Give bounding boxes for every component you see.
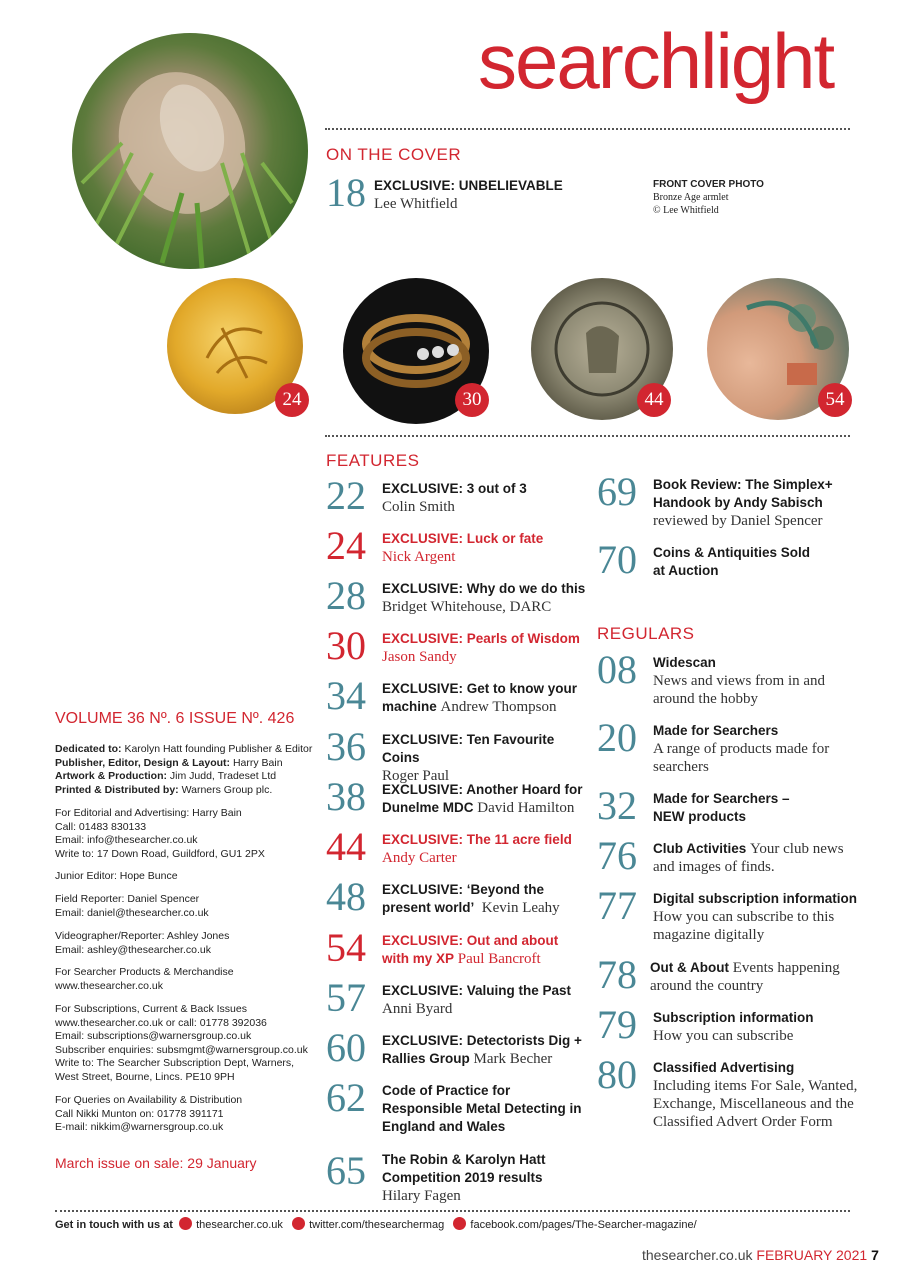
feature-author: Paul Bancroft (457, 951, 541, 967)
credit-value: Karolyn Hatt founding Publisher & Editor (124, 743, 313, 755)
regular-title: Made for Searchers (653, 723, 779, 738)
feature-page: 30 (326, 623, 366, 668)
feature-author: Hilary Fagen (382, 1188, 461, 1204)
thumb-badge-24: 24 (275, 383, 309, 417)
volume-issue: VOLUME 36 Nº. 6 ISSUE Nº. 426 (55, 710, 295, 727)
credits-junior-editor (55, 870, 315, 884)
on-the-cover-heading: ON THE COVER (326, 145, 462, 164)
logo-part-search: search (478, 17, 701, 105)
feature-page: 54 (326, 925, 366, 970)
feature-author: Roger Paul (382, 768, 450, 784)
thumb-badge-44: 44 (637, 383, 671, 417)
thumb-badge-54: 54 (818, 383, 852, 417)
feature-page: 34 (326, 673, 366, 718)
regular-desc: How you can subscribe (653, 1028, 794, 1044)
feature-page: 62 (326, 1075, 366, 1120)
regular-title: Out & About (650, 960, 729, 975)
feature-page: 70 (597, 537, 637, 582)
regular-page: 77 (597, 883, 637, 928)
feature-title: EXCLUSIVE: Ten Favourite Coins (382, 732, 555, 765)
credit-line: West Street, Bourne, Lincs. PE10 9PH (55, 1070, 235, 1083)
feature-title: EXCLUSIVE: Pearls of Wisdom (382, 631, 580, 646)
credits-staff (55, 743, 315, 797)
website-link[interactable]: thesearcher.co.uk (196, 1219, 283, 1231)
feature-author: Colin Smith (382, 499, 455, 515)
credits-merchandise (55, 966, 315, 993)
logo-part-light: light (700, 17, 834, 105)
front-cover-photo-label: FRONT COVER PHOTO (653, 179, 764, 190)
regular-page: 79 (597, 1002, 637, 1047)
regular-desc: Events happening around the country (650, 960, 840, 994)
feature-author: Andy Carter (382, 850, 457, 866)
feature-title: EXCLUSIVE: Out and about with my XP (382, 933, 559, 966)
feature-page: 44 (326, 824, 366, 869)
feature-title: Coins & Antiquities Sold at Auction (653, 545, 810, 578)
front-cover-photo-desc: Bronze Age armlet (653, 192, 729, 203)
credit-line: Write to: 17 Down Road, Guildford, GU1 2PX (55, 847, 265, 860)
magazine-logo (478, 17, 834, 105)
feature-title: EXCLUSIVE: 3 out of 3 (382, 481, 527, 496)
feature-page: 38 (326, 774, 366, 819)
cover-story-title: EXCLUSIVE: UNBELIEVABLE (374, 178, 563, 193)
thumb-badge-30: 30 (455, 383, 489, 417)
credit-line: Email: info@thesearcher.co.uk (55, 834, 198, 846)
feature-author: reviewed by Daniel Spencer (653, 513, 823, 529)
feature-title: Book Review: The Simplex+ Handook by Andy Sabisch (653, 477, 833, 510)
credits-subscriptions (55, 1003, 315, 1084)
credit-line: For Subscriptions, Current & Back Issues (55, 1003, 247, 1015)
regular-page: 20 (597, 715, 637, 760)
feature-author: Andrew Thompson (440, 699, 557, 715)
cover-photo-armlet (72, 33, 308, 269)
feature-author: Nick Argent (382, 549, 456, 565)
credits-distribution (55, 1094, 315, 1135)
credit-line: E-mail: nikkim@warnersgroup.co.uk (55, 1121, 224, 1133)
feature-page: 24 (326, 523, 366, 568)
credit-line: Junior Editor: Hope Bunce (55, 870, 178, 882)
feature-page: 57 (326, 975, 366, 1020)
credit-line: Email: daniel@thesearcher.co.uk (55, 906, 209, 919)
regular-title: Widescan (653, 655, 716, 670)
feature-page: 22 (326, 473, 366, 518)
feature-title: EXCLUSIVE: Detectorists Dig + Rallies Group (382, 1033, 582, 1066)
credit-line: www.thesearcher.co.uk or call: 01778 392036 (55, 1016, 267, 1029)
facebook-icon (453, 1217, 466, 1230)
divider-top (325, 128, 850, 130)
facebook-link[interactable]: facebook.com/pages/The-Searcher-magazine/ (470, 1219, 697, 1231)
divider-middle (325, 435, 850, 437)
credits-editorial (55, 807, 315, 861)
regular-page: 08 (597, 647, 637, 692)
page-footer (642, 1247, 879, 1263)
credits-videographer (55, 930, 315, 957)
footer-date: FEBRUARY 2021 (756, 1247, 868, 1263)
credit-line: Subscriber enquiries: subsmgmt@warnersgroup.co.uk (55, 1043, 308, 1056)
credit-line: For Queries on Availability & Distribution (55, 1094, 243, 1106)
regular-title: Made for Searchers – NEW products (653, 791, 790, 824)
regular-page: 78 (597, 952, 637, 997)
credit-line: Videographer/Reporter: Ashley Jones (55, 930, 230, 942)
feature-author: David Hamilton (477, 800, 575, 816)
regular-title: Digital subscription information (653, 891, 858, 906)
regular-desc: Including items For Sale, Wanted, Exchange, Miscellaneous and the Classified Advert Order Form (653, 1078, 858, 1130)
credit-label: Artwork & Production: (55, 770, 167, 782)
feature-title: EXCLUSIVE: The 11 acre field (382, 832, 572, 847)
credit-label: Dedicated to: (55, 743, 122, 755)
regular-page: 76 (597, 833, 637, 878)
feature-page: 48 (326, 874, 366, 919)
feature-title: Code of Practice for Responsible Metal Detecting in England and Wales (382, 1083, 582, 1134)
credit-line: Call: 01483 830133 (55, 820, 147, 833)
regular-title: Classified Advertising (653, 1060, 795, 1075)
feature-author: Anni Byard (382, 1001, 453, 1017)
front-cover-photo-credit: © Lee Whitfield (653, 205, 719, 216)
regular-desc: Your club news and images of finds. (653, 841, 844, 875)
feature-title: EXCLUSIVE: ‘Beyond the present world’ (382, 882, 545, 915)
divider-footer (55, 1210, 850, 1212)
feature-page: 65 (326, 1148, 366, 1193)
feature-author: Jason Sandy (382, 649, 457, 665)
feature-title: EXCLUSIVE: Get to know your machine (382, 681, 578, 714)
credit-line: Email: subscriptions@warnersgroup.co.uk (55, 1030, 252, 1042)
regular-desc: A range of products made for searchers (653, 741, 830, 775)
regulars-heading: REGULARS (597, 624, 695, 643)
feature-title: EXCLUSIVE: Luck or fate (382, 531, 544, 546)
feature-page: 28 (326, 573, 366, 618)
feature-title: The Robin & Karolyn Hatt Competition 2019 results (382, 1152, 546, 1185)
regular-title: Club Activities (653, 841, 747, 856)
feature-author: Bridget Whitehouse, DARC (382, 599, 552, 615)
regular-title: Subscription information (653, 1010, 814, 1025)
regular-desc: How you can subscribe to this magazine digitally (653, 909, 835, 943)
credit-value: Harry Bain (232, 756, 283, 769)
credit-line: Email: ashley@thesearcher.co.uk (55, 943, 211, 956)
features-heading: FEATURES (326, 451, 420, 470)
feature-author: Kevin Leahy (481, 900, 560, 916)
credit-line: Call Nikki Munton on: 01778 391171 (55, 1107, 224, 1120)
feature-page: 69 (597, 469, 637, 514)
credit-line: www.thesearcher.co.uk (55, 979, 163, 992)
cover-story-author: Lee Whitfield (374, 196, 458, 212)
regular-page: 80 (597, 1052, 637, 1097)
credits-field-reporter (55, 893, 315, 920)
twitter-icon (292, 1217, 305, 1230)
contact-label: Get in touch with us at (55, 1219, 173, 1231)
credit-line: Field Reporter: Daniel Spencer (55, 893, 200, 905)
feature-title: EXCLUSIVE: Another Hoard for Dunelme MDC (382, 782, 583, 815)
footer-url: thesearcher.co.uk (642, 1247, 753, 1263)
front-cover-photo-caption (653, 178, 764, 217)
credit-line: For Editorial and Advertising: Harry Bain (55, 807, 242, 819)
credit-line: Write to: The Searcher Subscription Dept, Warners, (55, 1057, 295, 1069)
regular-desc: News and views from in and around the hobby (653, 673, 826, 707)
credit-value: Jim Judd, Tradeset Ltd (169, 770, 277, 782)
credit-label: Publisher, Editor, Design & Layout: (55, 756, 231, 769)
on-sale-date: March issue on sale: 29 January (55, 1155, 257, 1171)
feature-title: EXCLUSIVE: Why do we do this (382, 581, 586, 596)
page-number: 7 (871, 1247, 879, 1263)
credit-label: Printed & Distributed by: (55, 783, 179, 796)
regular-page: 32 (597, 783, 637, 828)
credit-value: Warners Group plc. (181, 783, 273, 796)
credit-line: For Searcher Products & Merchandise (55, 966, 234, 978)
feature-author: Mark Becher (473, 1051, 553, 1067)
feature-title: EXCLUSIVE: Valuing the Past (382, 983, 572, 998)
contact-bar (55, 1217, 697, 1231)
feature-page: 36 (326, 724, 366, 769)
feature-page: 60 (326, 1025, 366, 1070)
twitter-link[interactable]: twitter.com/thesearchermag (309, 1219, 445, 1231)
website-icon (179, 1217, 192, 1230)
cover-story-page: 18 (326, 170, 366, 215)
